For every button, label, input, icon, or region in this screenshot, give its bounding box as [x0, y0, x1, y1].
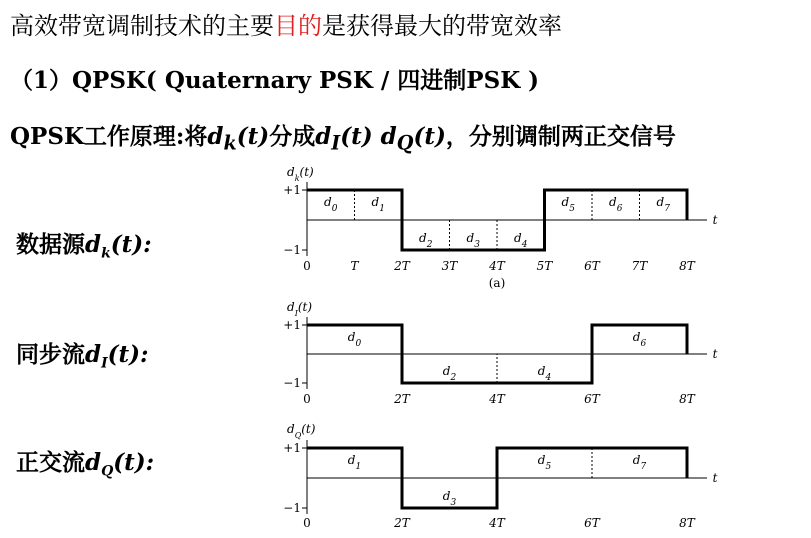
x-tick-label: 8T [679, 259, 695, 273]
var-dq: d [380, 123, 397, 150]
symbol-label-d3: $d_3$ [466, 231, 480, 250]
label-source-sub: k [101, 245, 111, 262]
x-tick-label: 2T [394, 516, 410, 530]
x-tick-label: T [350, 259, 359, 273]
label-quadrature-arg: (t): [113, 449, 155, 476]
var-t: (t) [413, 123, 446, 150]
title-highlight: 目的 [274, 12, 322, 40]
x-tick-label: 5T [536, 259, 553, 273]
x-tick-label: 8T [679, 516, 695, 530]
var-t: (t) [340, 123, 381, 150]
symbol-label-d4: $d_4$ [537, 364, 552, 383]
y-axis-label: $d_Q(t)$ [287, 422, 316, 440]
principle-mid: 分成 [269, 123, 316, 150]
x-tick-label: 2T [394, 392, 410, 406]
x-tick-label: 4T [489, 259, 505, 273]
symbol-label-d0: $d_0$ [347, 330, 362, 349]
symbol-label-d4: $d_4$ [514, 231, 528, 250]
symbol-label-d6: $d_6$ [609, 195, 623, 214]
label-quadrature-var: d [85, 449, 102, 476]
principle-text: QPSK工作原理:将 [10, 123, 208, 150]
label-source-var: d [85, 231, 102, 258]
x-tick-label: 0 [303, 392, 311, 406]
var-di: d [315, 123, 332, 150]
label-source-arg: (t): [110, 231, 152, 258]
label-inphase-var: d [85, 341, 102, 368]
y-tick-label-minus: −1 [283, 376, 301, 390]
y-tick-label-minus: −1 [283, 501, 301, 515]
symbol-label-d5: $d_5$ [537, 453, 552, 472]
symbol-label-d1: $d_1$ [347, 453, 362, 472]
label-inphase-arg: (t): [107, 341, 149, 368]
symbol-label-d5: $d_5$ [561, 195, 575, 214]
y-axis-label: $d_k(t)$ [287, 165, 314, 183]
x-tick-label: 6T [584, 392, 600, 406]
label-source-text: 数据源 [16, 231, 85, 258]
x-tick-label: 4T [489, 516, 505, 530]
symbol-label-d2: $d_2$ [419, 231, 433, 250]
y-tick-label-minus: −1 [283, 243, 301, 257]
symbol-label-d1: $d_1$ [371, 195, 385, 214]
y-tick-label-plus: +1 [283, 318, 301, 332]
var-dk-sub: k [223, 131, 237, 155]
var-t: (t) [236, 123, 270, 150]
label-quadrature-sub: Q [101, 463, 114, 480]
x-tick-label: 8T [679, 392, 695, 406]
symbol-label-d6: $d_6$ [632, 330, 647, 349]
symbol-label-d2: $d_2$ [442, 364, 457, 383]
x-tick-label: 3T [441, 259, 458, 273]
x-tick-label: 7T [631, 259, 648, 273]
label-inphase-text: 同步流 [16, 341, 85, 368]
symbol-label-d0: $d_0$ [324, 195, 338, 214]
var-di-sub: I [331, 131, 341, 155]
x-tick-label: 6T [584, 516, 600, 530]
principle-end: ，分别调制两正交信号 [445, 123, 676, 150]
x-axis-label: t [712, 213, 718, 227]
title-text: 高效带宽调制技术的主要 [10, 12, 274, 40]
x-tick-label: 4T [489, 392, 505, 406]
label-inphase-sub: I [101, 355, 108, 372]
symbol-label-d7: $d_7$ [632, 453, 647, 472]
section-heading: （1）QPSK( Quaternary PSK / 四进制PSK ) [10, 67, 540, 94]
title-text-end: 是获得最大的带宽效率 [322, 12, 562, 40]
var-dq-sub: Q [396, 131, 414, 155]
x-axis-label: t [712, 347, 718, 361]
x-tick-label: 6T [584, 259, 600, 273]
var-dk: d [207, 123, 224, 150]
label-quadrature-text: 正交流 [16, 449, 85, 476]
x-axis-label: t [712, 471, 718, 485]
symbol-label-d3: $d_3$ [442, 489, 457, 508]
x-tick-label: 0 [303, 516, 311, 530]
diagram-caption: (a) [488, 276, 506, 290]
y-axis-label: $d_I(t)$ [287, 300, 313, 318]
y-tick-label-plus: +1 [283, 183, 301, 197]
symbol-label-d7: $d_7$ [656, 195, 670, 214]
x-tick-label: 2T [394, 259, 410, 273]
x-tick-label: 0 [303, 259, 311, 273]
y-tick-label-plus: +1 [283, 441, 301, 455]
